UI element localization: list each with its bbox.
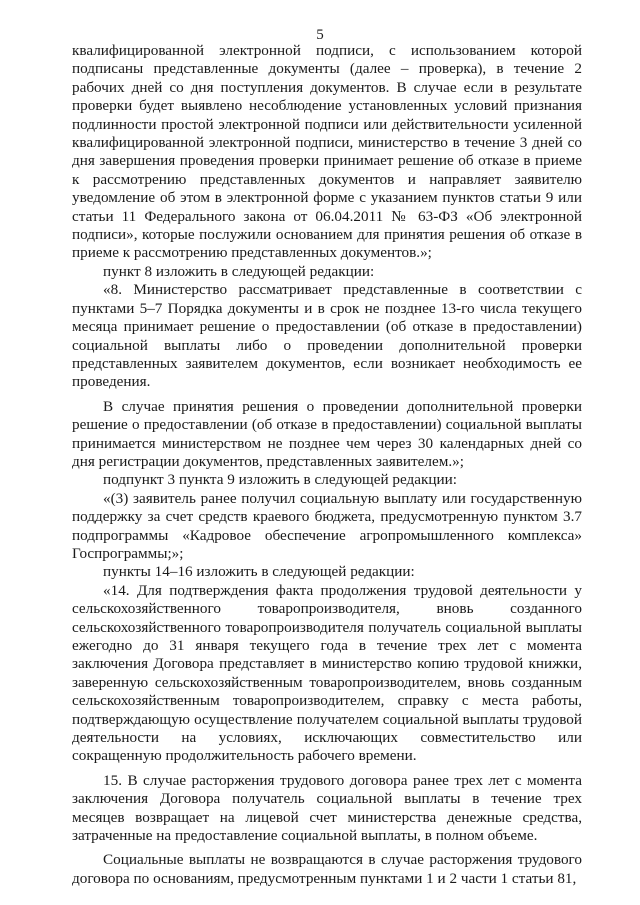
paragraph-point-8-text: «8. Министерство рассматривает представленные в соответствии с пунктами 5–7 Порядка документы и в срок не позднее 13-го числа текущего месяца принимает решение о предоставлении (об отказе в предоставлении) социальной выплаты либо о проведении дополнительной проверки представленных заявителем документов, если возникает необходимость ее проведения. bbox=[72, 281, 582, 391]
paragraph-amend-point-8: пункт 8 изложить в следующей редакции: bbox=[103, 262, 375, 280]
paragraph-no-return-cases: Социальные выплаты не возвращаются в случае расторжения трудового договора по основаниям, предусмотренным пунктами 1 и 2 части 1 статьи 81, bbox=[72, 851, 582, 887]
paragraph-point-15-text: 15. В случае расторжения трудового договора ранее трех лет с момента заключения Договора получатель социальной выплаты в течение трех месяцев возвращает на лицевой счет министерства денежные средства, затраченные на предоставление социальной выплаты, в полном объеме. bbox=[72, 771, 582, 845]
paragraph-point-14-text: «14. Для подтверждения факта продолжения трудовой деятельности у сельскохозяйственного товаропроизводителя, вновь созданного сельскохозяйственного товаропроизводителя получатель социальной выплаты ежегодно до 31 января текущего года в течение трех лет с момента заключения Договора представляет в министерство копию трудовой книжки, заверенную сельскохозяйственным товаропроизводителем, вновь созданным сельскохозяйственным товаропроизводителем, справку с места работы, подтверждающую осуществление получателем социальной выплаты трудовой деятельности на условиях, исключающих совместительство или сокращенную продолжительность рабочего времени. bbox=[72, 581, 582, 765]
page-number: 5 bbox=[316, 27, 324, 43]
paragraph-subpoint-3-text: «(3) заявитель ранее получил социальную выплату или государственную поддержку за счет средств краевого бюджета, предусмотренную пунктом 3.7 подпрограммы «Кадровое обеспечение агропромышленного комплекса» Госпрограммы;»; bbox=[72, 489, 582, 562]
document-body bbox=[72, 42, 582, 888]
paragraph-amend-subpoint-3: подпункт 3 пункта 9 изложить в следующей редакции: bbox=[103, 471, 457, 489]
paragraph-additional-check: В случае принятия решения о проведении дополнительной проверки решение о предоставлении (об отказе в предоставлении) социальной выплаты принимается министерством не позднее чем через 30 календарных дней со дня регистрации документов, представленных заявителем.»; bbox=[72, 397, 582, 470]
paragraph-amend-points-14-16: пункты 14–16 изложить в следующей редакции: bbox=[103, 563, 415, 581]
paragraph-electronic-signature-check: квалифицированной электронной подписи, с использованием которой подписаны представленные документы (далее – проверка), в течение 2 рабочих дней со дня поступления документов. В случае если в результате проверки будет выявлено несоблюдение установленных условий признания подлинности простой электронной подписи или действительности усиленной квалифицированной электронной подписи, министерство в течение 3 дней со дня завершения проведения проверки принимает решение об отказе в приеме к рассмотрению представленных документов и направляет заявителю уведомление об этом в электронной форме с указанием пунктов статьи 9 или статьи 11 Федерального закона от 06.04.2011 № 63-ФЗ «Об электронной подписи», которые послужили основанием для принятия решения об отказе в приеме к рассмотрению представленных документов.»; bbox=[72, 42, 582, 262]
